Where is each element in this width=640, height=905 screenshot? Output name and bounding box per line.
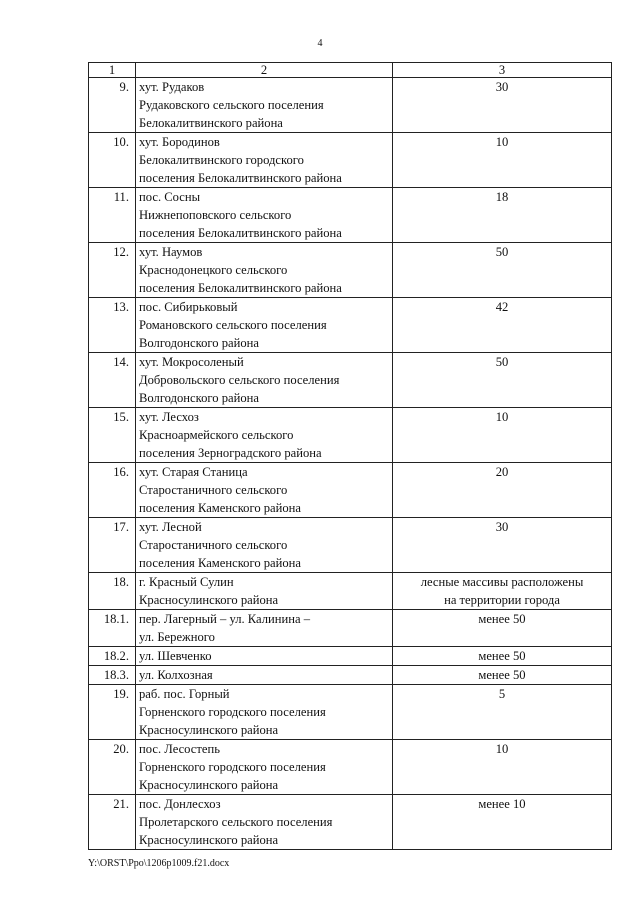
locality-line: Добровольского сельского поселения [139, 373, 340, 387]
locality-line: поселения Белокалитвинского района [139, 171, 342, 185]
row-number: 17. [89, 518, 136, 573]
table-row [89, 243, 612, 298]
locality-line: Романовского сельского поселения [139, 318, 327, 332]
row-number: 14. [89, 353, 136, 408]
locality-cell [136, 610, 393, 647]
value-cell [393, 518, 612, 573]
locality-line: хут. Мокросоленый [139, 355, 244, 369]
table-row [89, 647, 612, 666]
locality-line: Волгодонского района [139, 336, 259, 350]
locality-line: Старостаничного сельского [139, 538, 288, 552]
locality-line: пос. Донлесхоз [139, 797, 221, 811]
locality-line: поселения Каменского района [139, 501, 302, 515]
column-header-3: 3 [393, 63, 612, 78]
table-row [89, 685, 612, 740]
locality-line: Рудаковского сельского поселения [139, 98, 324, 112]
locality-cell [136, 298, 393, 353]
locality-cell [136, 666, 393, 685]
locality-line: Красносулинского района [139, 833, 279, 847]
locality-line: хут. Старая Станица [139, 465, 248, 479]
value-cell [393, 647, 612, 666]
locality-cell [136, 408, 393, 463]
locality-cell [136, 518, 393, 573]
locality-line: Красносулинского района [139, 778, 279, 792]
locality-line: Красноармейского сельского [139, 428, 294, 442]
value-line: на территории города [444, 593, 560, 607]
table-row [89, 666, 612, 685]
value-line: 42 [495, 300, 509, 314]
page-number: 4 [317, 38, 323, 49]
value-line: лесные массивы расположены [420, 575, 584, 589]
locality-line: г. Красный Сулин [139, 575, 234, 589]
value-cell [393, 188, 612, 243]
locality-cell [136, 685, 393, 740]
table-row [89, 795, 612, 850]
table-header-row [89, 63, 612, 78]
value-cell [393, 133, 612, 188]
locality-cell [136, 795, 393, 850]
locality-line: пос. Сосны [139, 190, 201, 204]
column-header-2: 2 [136, 63, 393, 78]
row-number: 11. [89, 188, 136, 243]
value-line: 50 [495, 245, 509, 259]
row-number: 20. [89, 740, 136, 795]
locality-line: Белокалитвинского городского [139, 153, 304, 167]
locality-line: хут. Лесной [139, 520, 202, 534]
locality-line: Горненского городского поселения [139, 705, 326, 719]
row-number: 18.1. [89, 610, 136, 647]
table-row [89, 78, 612, 133]
locality-line: ул. Колхозная [139, 668, 213, 682]
locality-line: Старостаничного сельского [139, 483, 288, 497]
row-number: 18.3. [89, 666, 136, 685]
row-number: 13. [89, 298, 136, 353]
value-line: 10 [495, 135, 509, 149]
table-row [89, 610, 612, 647]
value-line: 50 [495, 355, 509, 369]
table-row [89, 740, 612, 795]
value-line: 30 [495, 80, 509, 94]
table-row [89, 133, 612, 188]
locality-cell [136, 647, 393, 666]
value-line: 20 [495, 465, 509, 479]
locality-cell [136, 188, 393, 243]
row-number: 15. [89, 408, 136, 463]
table-row [89, 353, 612, 408]
data-table [88, 62, 612, 850]
table-row [89, 188, 612, 243]
row-number: 16. [89, 463, 136, 518]
row-number: 18. [89, 573, 136, 610]
value-line: 30 [495, 520, 509, 534]
value-cell [393, 666, 612, 685]
row-number: 9. [89, 78, 136, 133]
column-header-1: 1 [89, 63, 136, 78]
table-body [89, 78, 612, 850]
locality-line: Волгодонского района [139, 391, 259, 405]
locality-line: поселения Белокалитвинского района [139, 226, 342, 240]
locality-line: поселения Каменского района [139, 556, 302, 570]
table-row [89, 298, 612, 353]
locality-line: Краснодонецкого сельского [139, 263, 288, 277]
locality-line: поселения Зерноградского района [139, 446, 322, 460]
value-line: 18 [495, 190, 509, 204]
row-number: 21. [89, 795, 136, 850]
value-cell [393, 408, 612, 463]
locality-cell [136, 243, 393, 298]
value-cell [393, 78, 612, 133]
locality-line: Красносулинского района [139, 593, 279, 607]
value-cell [393, 610, 612, 647]
value-line: менее 50 [478, 649, 526, 663]
value-cell [393, 463, 612, 518]
row-number: 19. [89, 685, 136, 740]
file-path-footer: Y:\ORST\Ppo\1206p1009.f21.docx [88, 858, 230, 869]
value-line: 10 [495, 410, 509, 424]
row-number: 18.2. [89, 647, 136, 666]
locality-line: хут. Рудаков [139, 80, 205, 94]
locality-cell [136, 78, 393, 133]
locality-line: хут. Бородинов [139, 135, 220, 149]
value-cell [393, 795, 612, 850]
table-row [89, 408, 612, 463]
value-cell [393, 353, 612, 408]
value-cell [393, 243, 612, 298]
value-line: менее 50 [478, 668, 526, 682]
locality-line: Пролетарского сельского поселения [139, 815, 333, 829]
table-row [89, 518, 612, 573]
locality-line: Горненского городского поселения [139, 760, 326, 774]
locality-line: хут. Наумов [139, 245, 203, 259]
locality-line: Красносулинского района [139, 723, 279, 737]
locality-cell [136, 463, 393, 518]
locality-line: поселения Белокалитвинского района [139, 281, 342, 295]
locality-line: ул. Шевченко [139, 649, 212, 663]
row-number: 10. [89, 133, 136, 188]
locality-cell [136, 133, 393, 188]
locality-cell [136, 740, 393, 795]
value-line: менее 50 [478, 612, 526, 626]
locality-line: раб. пос. Горный [139, 687, 230, 701]
locality-line: ул. Бережного [139, 630, 215, 644]
table-row [89, 463, 612, 518]
value-cell [393, 573, 612, 610]
table-row [89, 573, 612, 610]
value-cell [393, 685, 612, 740]
locality-cell [136, 353, 393, 408]
locality-line: пер. Лагерный – ул. Калинина – [139, 612, 311, 626]
locality-cell [136, 573, 393, 610]
locality-line: пос. Лесостепь [139, 742, 220, 756]
value-cell [393, 298, 612, 353]
value-line: 10 [495, 742, 509, 756]
locality-line: Нижнепоповского сельского [139, 208, 292, 222]
locality-line: Белокалитвинского района [139, 116, 283, 130]
value-line: менее 10 [478, 797, 526, 811]
row-number: 12. [89, 243, 136, 298]
value-cell [393, 740, 612, 795]
locality-line: пос. Сибирьковый [139, 300, 238, 314]
value-line: 5 [498, 687, 506, 701]
locality-line: хут. Лесхоз [139, 410, 199, 424]
